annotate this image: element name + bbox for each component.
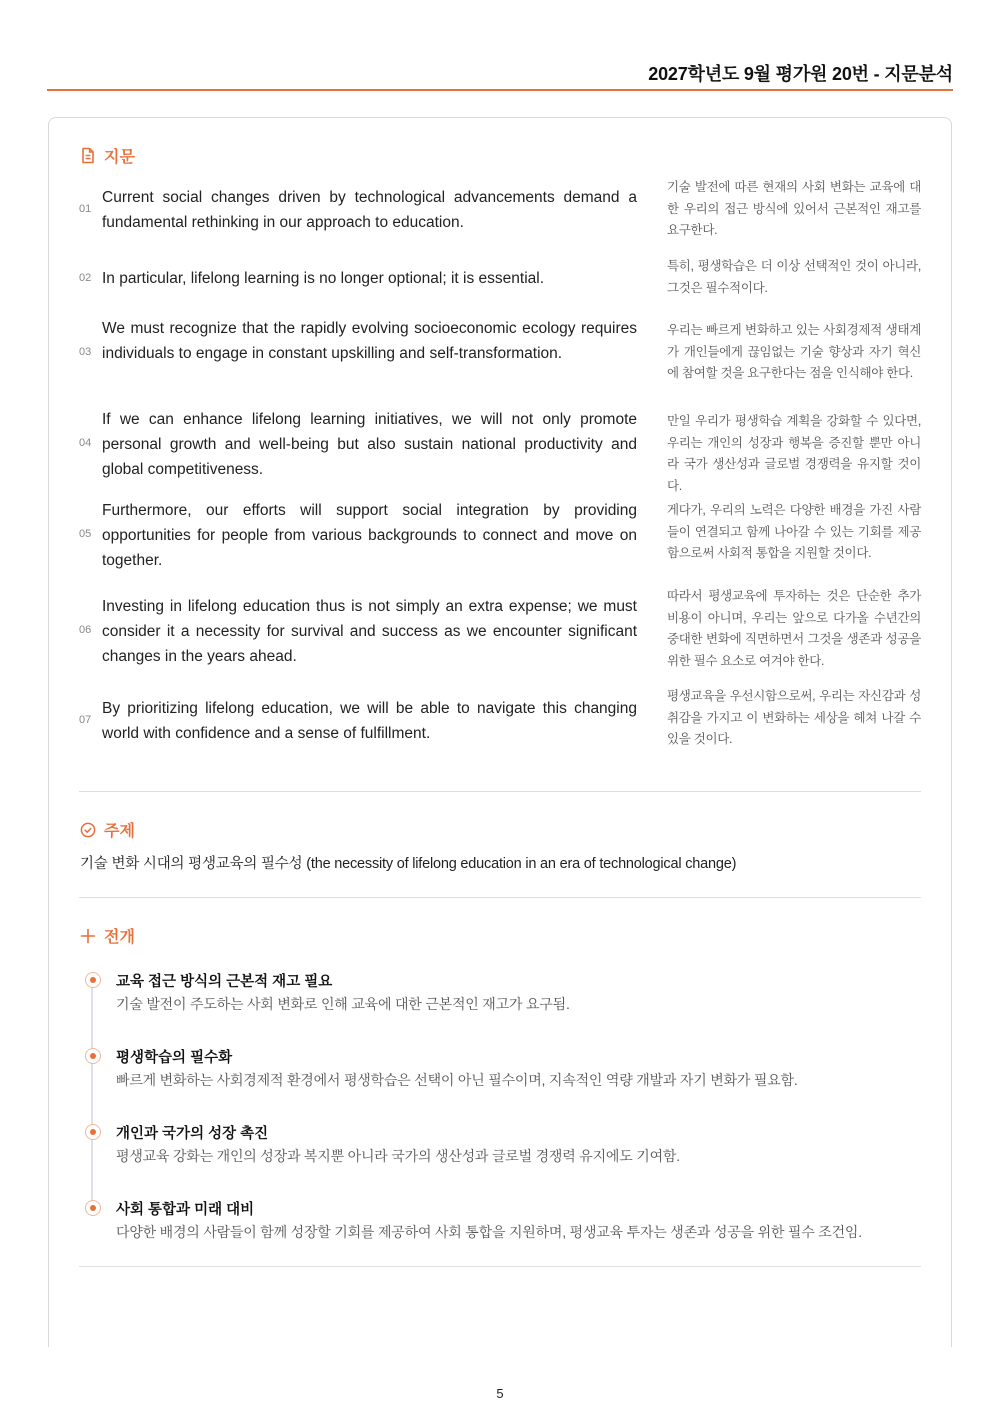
section-divider (79, 791, 921, 792)
step-title: 개인과 국가의 성장 촉진 (116, 1126, 269, 1142)
sentence-korean: 기술 발전에 따른 현재의 사회 변화는 교육에 대한 우리의 접근 방식에 있어서 근본적인 재고를 요구한다. (667, 180, 921, 237)
timeline-dot-icon (85, 972, 101, 988)
sentence-number: 02 (79, 272, 92, 284)
theme-heading-label: 주제 (104, 823, 135, 840)
step-description: 기술 발전이 주도하는 사회 변화로 인해 교육에 대한 근본적인 재고가 요구됨. (116, 996, 570, 1012)
sentence-korean: 게다가, 우리의 노력은 다양한 배경을 가진 사람들이 연결되고 함께 나아갈 수 있는 기회를 제공함으로써 사회적 통합을 지원할 것이다. (667, 503, 921, 560)
sentence-english: Furthermore, our efforts will support social integration by providing opportunities for people from various backgrounds to connect and move on together. (102, 502, 637, 569)
step-description: 다양한 배경의 사람들이 함께 성장할 기회를 제공하여 사회 통합을 지원하며, 평생교육 투자는 생존과 성공을 위한 필수 조건임. (116, 1224, 862, 1240)
sentence-number: 01 (79, 203, 92, 215)
step-title: 교육 접근 방식의 근본적 재고 필요 (116, 974, 333, 990)
passage-heading-label: 지문 (104, 149, 135, 166)
sentence-english: We must recognize that the rapidly evolving socioeconomic ecology requires individuals to engage in constant upskilling and self-transformation. (102, 320, 637, 362)
check-circle-icon (80, 822, 96, 838)
sentence-korean: 특히, 평생학습은 더 이상 선택적인 것이 아니라, 그것은 필수적이다. (667, 259, 921, 295)
timeline-dot-icon (85, 1048, 101, 1064)
section-divider (79, 1266, 921, 1267)
page-number: 5 (496, 1386, 504, 1401)
section-divider (79, 897, 921, 898)
sentence-number: 07 (79, 714, 92, 726)
timeline-dot-icon (85, 1200, 101, 1216)
document-icon (80, 147, 96, 164)
page-header (47, 58, 953, 91)
timeline-line (91, 974, 93, 1212)
step-title: 사회 통합과 미래 대비 (116, 1202, 255, 1218)
timeline-dot-icon (85, 1124, 101, 1140)
theme-heading (80, 818, 135, 841)
development-heading (80, 924, 135, 947)
step-description: 평생교육 강화는 개인의 성장과 복지뿐 아니라 국가의 생산성과 글로벌 경쟁력 유지에도 기여함. (116, 1148, 680, 1164)
sentence-korean: 만일 우리가 평생학습 계획을 강화할 수 있다면, 우리는 개인의 성장과 행복을 증진할 뿐만 아니라 국가 생산성과 글로벌 경쟁력을 유지할 것이다. (667, 414, 921, 493)
sentence-english: If we can enhance lifelong learning initiatives, we will not only promote personal growth and well-being but also sustain national productivity and global competitiveness. (102, 411, 637, 478)
sentence-number: 06 (79, 624, 92, 636)
sentence-english: Investing in lifelong education thus is not simply an extra expense; we must consider it a necessity for survival and success as we encounter significant changes in the years ahead. (102, 598, 637, 665)
passage-heading (80, 144, 135, 167)
development-heading-label: 전개 (104, 929, 135, 946)
sentence-number: 04 (79, 437, 92, 449)
plus-icon (80, 928, 96, 944)
theme-text: 기술 변화 시대의 평생교육의 필수성 (the necessity of lifelong education in an era of technological change) (80, 856, 737, 872)
sentence-number: 03 (79, 346, 92, 358)
sentence-english: By prioritizing lifelong education, we will be able to navigate this changing world with confidence and a sense of fulfillment. (102, 700, 637, 742)
page-title: 2027학년도 9월 평가원 20번 - 지문분석 (648, 64, 953, 84)
sentence-english: Current social changes driven by technological advancements demand a fundamental rethinking in our approach to education. (102, 189, 637, 231)
step-description: 빠르게 변화하는 사회경제적 환경에서 평생학습은 선택이 아닌 필수이며, 지속적인 역량 개발과 자기 변화가 필요함. (116, 1072, 798, 1088)
sentence-english: In particular, lifelong learning is no longer optional; it is essential. (102, 270, 545, 287)
sentence-korean: 따라서 평생교육에 투자하는 것은 단순한 추가 비용이 아니며, 우리는 앞으로 다가올 수년간의 중대한 변화에 직면하면서 그것을 생존과 성공을 위한 필수 요소로 여겨야 한다. (667, 589, 921, 668)
sentence-korean: 우리는 빠르게 변화하고 있는 사회경제적 생태계가 개인들에게 끊임없는 기술 향상과 자기 혁신에 참여할 것을 요구한다는 점을 인식해야 한다. (667, 323, 921, 380)
sentence-korean: 평생교육을 우선시함으로써, 우리는 자신감과 성취감을 가지고 이 변화하는 세상을 헤쳐 나갈 수 있을 것이다. (667, 689, 921, 746)
sentence-number: 05 (79, 528, 92, 540)
step-title: 평생학습의 필수화 (116, 1050, 233, 1066)
